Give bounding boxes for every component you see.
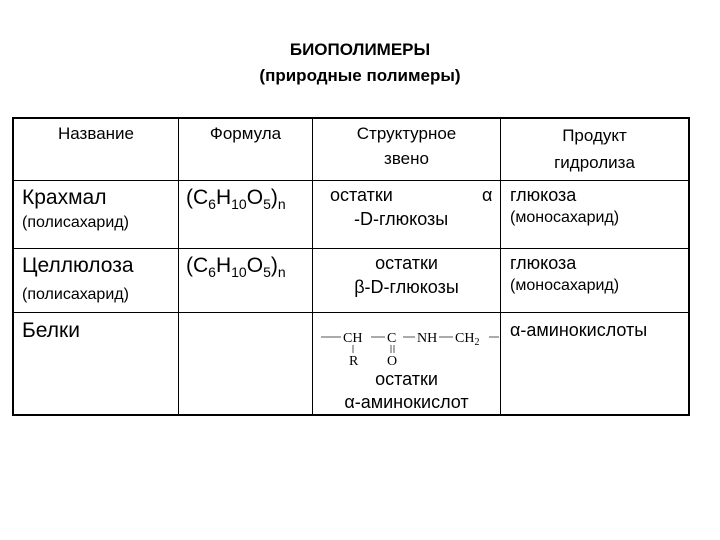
page-title: БИОПОЛИМЕРЫ [289, 40, 431, 59]
header-name: Название [58, 124, 134, 143]
column-divider [178, 117, 179, 416]
row2-unit-line1: остатки [375, 253, 438, 273]
row1-product-class: (моносахарид) [510, 209, 620, 226]
row1-unit-line1: остатки [330, 185, 393, 205]
row1-name: Крахмал [22, 186, 107, 209]
row3-unit-line2: α-аминокислот [344, 392, 469, 412]
row-divider [12, 180, 690, 181]
header-product-line1: Продукт [562, 126, 627, 145]
row3-unit-line1: остатки [375, 369, 438, 389]
page-subtitle: (природные полимеры) [259, 66, 461, 85]
row1-unit-line2: -D-глюкозы [354, 209, 449, 229]
row3-name: Белки [22, 319, 80, 342]
row2-formula: $(C_6H_{10}O_5)_n$ [186, 254, 286, 280]
atom-ch2: $CH_2$ [455, 331, 480, 348]
row1-formula: $(C_6H_{10}O_5)_n$ [186, 186, 286, 212]
header-product-line2: гидролиза [554, 153, 635, 172]
table-bottom-border [12, 414, 690, 416]
table-top-border [12, 117, 690, 119]
row2-product: глюкоза [510, 253, 577, 273]
row3-product: α-аминокислоты [510, 320, 648, 340]
row-divider [12, 248, 690, 249]
atom-o: O [387, 354, 398, 369]
row2-unit-line2: β-D-глюкозы [354, 277, 459, 297]
row2-name: Целлюлоза [22, 254, 134, 277]
header-unit-line2: звено [384, 149, 429, 168]
row2-product-class: (моносахарид) [510, 277, 620, 294]
row1-class: (полисахарид) [22, 214, 129, 231]
header-formula: Формула [209, 124, 282, 143]
table-left-border [12, 117, 14, 416]
atom-ch: CH [343, 331, 363, 346]
row1-product: глюкоза [510, 185, 577, 205]
row2-class: (полисахарид) [22, 286, 129, 303]
atom-c: C [387, 331, 397, 346]
header-unit-line1: Структурное [356, 124, 457, 143]
peptide-unit-structure [313, 313, 500, 373]
atom-nh: NH [417, 331, 438, 346]
table-right-border [688, 117, 690, 416]
atom-r: R [349, 354, 359, 369]
row1-unit-alpha: α [482, 185, 493, 205]
